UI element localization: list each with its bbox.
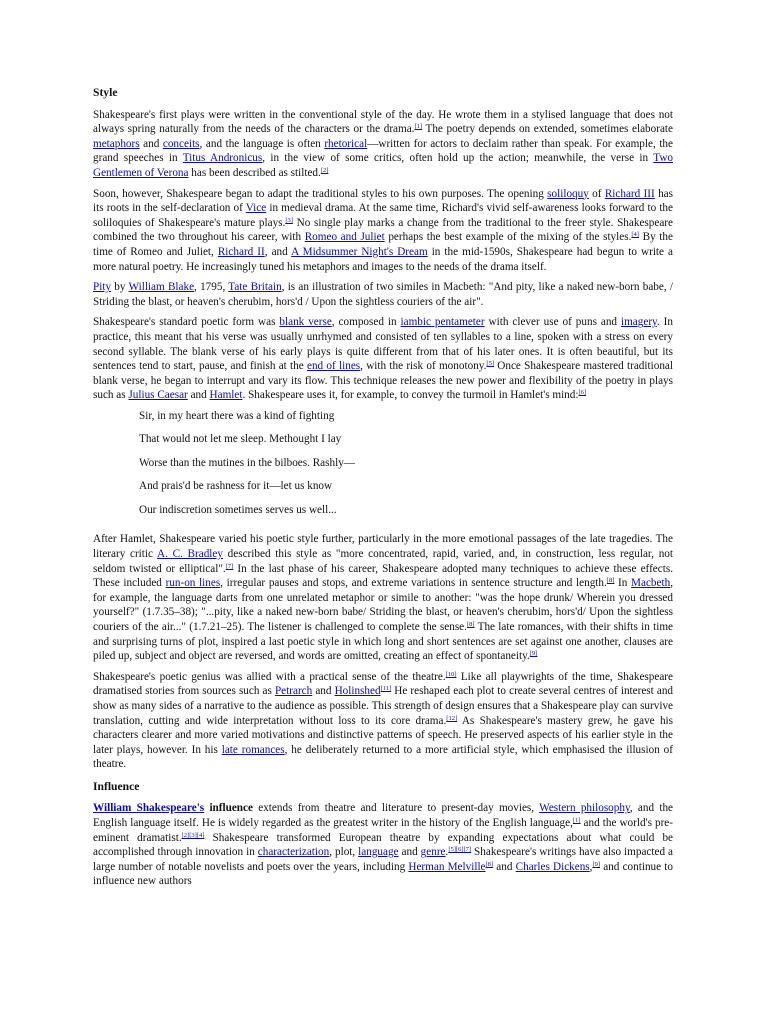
text: In: [614, 577, 632, 590]
text: , and the English language itself. He is widely regarded as the greatest writer in the history of the English language,: [93, 802, 674, 830]
text: The late romances, with their shifts in time and surprising turns of plot, inspired a last poetic style in which long and short sentences are set against one another, clauses are piled up, subject and object are reversed, and words are omitted, creating an effect of spontaneity.: [93, 620, 673, 663]
text: , with the risk of monotony.: [360, 360, 487, 373]
text: , irregular pauses and stops, and extreme variations in sentence structure and length.: [220, 577, 607, 590]
link-end-of-lines[interactable]: end of lines: [307, 360, 361, 373]
citation-link[interactable]: [2]: [320, 166, 329, 174]
link-imagery[interactable]: imagery: [620, 316, 657, 329]
citation-link[interactable]: [4]: [631, 231, 639, 239]
style-paragraph-5: [93, 532, 673, 663]
text: and: [139, 137, 163, 150]
style-paragraph-1: [93, 108, 673, 181]
text: The poetry depends on extended, sometimes elaborate: [422, 123, 674, 136]
link-rhetorical[interactable]: rhetorical: [324, 137, 368, 150]
citation-link[interactable]: [8]: [466, 620, 475, 628]
text: , is an illustration of two similes in Macbeth: "And pity, like a naked new-born babe, / Striding the blast, or heaven's cherubim, hors'd / Upon the sightless couriers of the air".: [93, 281, 673, 308]
text: Like all playwrights of the time, Shakespeare dramatised stories from sources such as: [93, 670, 673, 698]
link-william-shakespeares[interactable]: William Shakespeare's: [93, 802, 205, 815]
link-characterization[interactable]: characterization: [257, 846, 330, 859]
citation-link[interactable]: [10]: [445, 670, 457, 678]
text: and continue to influence new authors: [93, 860, 673, 888]
link-richard-iii[interactable]: Richard III: [604, 187, 655, 200]
text: in the mid-1590s, Shakespeare had begun to write a more natural poetry. He increasingly tuned his metaphors and images to the needs of the drama itself.: [93, 245, 673, 273]
text: in medieval drama. At the same time, Richard's vivid self-awareness looks forward to the soliloquies of Shakespeare's mature plays.: [93, 202, 673, 229]
citation-link[interactable]: [7]: [225, 562, 234, 570]
link-macbeth[interactable]: Macbeth: [631, 577, 671, 590]
text: Shakespeare's first plays were written in the conventional style of the day. He wrote them in a stylised language that does not always spring naturally from the needs of the characters or the drama.: [93, 108, 673, 136]
article: [93, 86, 673, 895]
style-paragraph-2: [93, 187, 673, 275]
link-run-on-lines[interactable]: run-on lines: [165, 577, 221, 590]
text: and: [312, 685, 335, 698]
link-western-philosophy[interactable]: Western philosophy: [539, 802, 630, 815]
text: , and the language is often: [199, 137, 325, 150]
link-conceits[interactable]: conceits: [162, 137, 200, 150]
verse-line: And prais'd be rashness for it—let us know: [139, 480, 333, 493]
text: , 1795,: [194, 281, 229, 294]
link-pity[interactable]: Pity: [93, 281, 112, 294]
link-soliloquy[interactable]: soliloquy: [547, 187, 589, 200]
text: and the world's pre-eminent dramatist.: [93, 817, 673, 844]
verse-line: That would not let me sleep. Methought I lay: [139, 433, 342, 446]
text: Soon, however, Shakespeare began to adapt the traditional styles to his own purposes. The opening: [93, 187, 548, 200]
text: In the last phase of his career, Shakespeare adopted many techniques to achieve these effects. These included: [93, 562, 673, 590]
link-blank-verse[interactable]: blank verse: [279, 316, 332, 329]
text: and: [398, 846, 421, 859]
text: , for example, the language darts from one unrelated metaphor or simile to another: "was the hope drunk/ Wherein you dressed yourself?" (1.7.35–38); "...pity, like a naked new-born babe/ Striding the blast, or heaven's cherubim, hors'd/ Upon the sightless couriers of the air..." (1.7.21–25). The listener is challenged to complete the sense.: [93, 577, 673, 633]
style-heading: Style: [93, 86, 118, 99]
link-vice[interactable]: Vice: [245, 202, 267, 215]
style-paragraph-4: [93, 315, 673, 403]
link-holinshed[interactable]: Holinshed: [334, 685, 381, 698]
text: has its roots in the self-declaration of: [93, 187, 673, 215]
citation-link[interactable]: [11]: [380, 685, 392, 693]
text: perhaps the best example of the mixing of the styles.: [384, 231, 632, 244]
text: with clever use of puns and: [484, 316, 621, 329]
citation-link[interactable]: [6]: [578, 389, 587, 397]
text: , and: [264, 245, 292, 258]
text: As Shakespeare's mastery grew, he gave his characters clearer and more varied motivations and distinctive patterns of speech. He preserved aspects of his earlier style in the later plays, however. In his: [93, 714, 674, 756]
text: . In practice, this meant that his verse was usually unrhymed and consisted of ten syllables to a line, spoken with a stress on every second syllable. The blank verse of his early plays is quite different from that of his later ones. It is often beautiful, but its sentences tend to start, pause, and finish at the: [93, 316, 673, 373]
text: and: [187, 389, 210, 402]
link-romeo-and-juliet[interactable]: Romeo and Juliet: [304, 231, 385, 244]
link-late-romances[interactable]: late romances: [221, 743, 285, 756]
link-two-gentlemen[interactable]: Two Gentlemen of Verona: [93, 152, 673, 179]
citation-link[interactable]: [8]: [485, 860, 494, 868]
text: Shakespeare's standard poetic form was: [93, 316, 280, 329]
verse-line: Our indiscretion sometimes serves us well...: [139, 503, 337, 516]
link-herman-melville[interactable]: Herman Melville: [408, 860, 486, 873]
text: described this style as "more concentrated, rapid, varied, and, in construction, less regular, not seldom twisted or elliptical".: [93, 547, 673, 575]
link-petrarch[interactable]: Petrarch: [274, 685, 313, 698]
link-william-blake[interactable]: William Blake: [128, 281, 195, 294]
link-julius-caesar[interactable]: Julius Caesar: [128, 389, 188, 402]
citation-link[interactable]: [8]: [606, 577, 615, 585]
text: and: [493, 860, 516, 873]
text: .: [445, 846, 449, 859]
citation-link[interactable]: [3]: [285, 216, 293, 224]
verse-line: Worse than the mutines in the bilboes. Rashly—: [139, 456, 355, 469]
citation-link[interactable]: [2][3][4]: [181, 831, 205, 839]
link-charles-dickens[interactable]: Charles Dickens: [515, 860, 590, 873]
citation-link[interactable]: [12]: [446, 714, 458, 722]
text: has been described as stilted.: [188, 166, 321, 179]
link-titus-andronicus[interactable]: Titus Andronicus: [182, 152, 263, 165]
text: . Shakespeare uses it, for example, to convey the turmoil in Hamlet's mind:: [242, 389, 579, 402]
link-genre[interactable]: genre: [420, 846, 446, 859]
text: Once Shakespeare mastered traditional blank verse, he began to interrupt and vary its flow. This technique releases the new power and flexibility of the poetry in plays such as: [93, 360, 673, 402]
verse-quote: [93, 409, 673, 527]
influence-paragraph-1: [93, 801, 673, 889]
text: Shakespeare transformed European theatre by expanding expectations about what could be accomplished through innovation in: [93, 831, 674, 859]
citation-link[interactable]: [5]: [486, 360, 495, 368]
citation-link[interactable]: [5][6][7]: [448, 846, 472, 854]
link-richard-ii[interactable]: Richard II: [217, 245, 265, 258]
text: by: [111, 281, 129, 294]
link-ac-bradley[interactable]: A. C. Bradley: [157, 547, 223, 560]
link-metaphors[interactable]: metaphors: [93, 137, 140, 150]
image-caption: [93, 280, 673, 309]
link-iambic-pentameter[interactable]: iambic pentameter: [400, 316, 485, 329]
citation-link[interactable]: [9]: [592, 860, 601, 868]
text: , he deliberately returned to a more artificial style, which emphasised the illusion of theatre.: [93, 743, 673, 771]
link-tate-britain[interactable]: Tate Britain: [228, 281, 282, 294]
link-midsummer[interactable]: A Midsummer Night's Dream: [291, 245, 428, 258]
style-paragraph-6: [93, 670, 673, 772]
text: By the time of Romeo and Juliet,: [93, 231, 673, 258]
text: —written for actors to declaim rather than speak. For example, the grand speeches in: [93, 137, 673, 165]
text: After Hamlet, Shakespeare varied his poetic style further, particularly in the more emotional passages of the late tragedies. The literary critic: [93, 533, 673, 560]
text: , composed in: [331, 316, 401, 329]
text: No single play marks a change from the traditional to the freer style. Shakespeare combined the two throughout his career, with: [93, 216, 673, 244]
influence-heading: Influence: [93, 779, 140, 793]
text: Shakespeare's writings have also impacted a large number of notable novelists and poets over the years, including: [93, 846, 673, 873]
citation-link[interactable]: [1]: [572, 817, 581, 825]
verse-line: Sir, in my heart there was a kind of fighting: [139, 409, 335, 422]
text: of: [588, 187, 605, 200]
citation-link[interactable]: [1]: [414, 123, 423, 131]
bold-text: influence: [204, 802, 253, 815]
text: , in the view of some critics, often hold up the action; meanwhile, the verse in: [262, 152, 654, 165]
text: extends from theatre and literature to present-day movies,: [252, 802, 540, 815]
citation-link[interactable]: [9]: [529, 650, 538, 658]
text: ,: [589, 860, 593, 873]
text: Shakespeare's poetic genius was allied with a practical sense of the theatre.: [93, 670, 446, 683]
text: He reshaped each plot to create several centres of interest and show as many sides of a narrative to the audience as possible. This strength of design ensures that a Shakespeare play can survive translation, cutting and wide interpretation without loss to its core drama.: [93, 685, 674, 727]
text: , plot,: [329, 846, 359, 859]
link-hamlet[interactable]: Hamlet: [209, 389, 243, 402]
link-language[interactable]: language: [358, 846, 399, 859]
